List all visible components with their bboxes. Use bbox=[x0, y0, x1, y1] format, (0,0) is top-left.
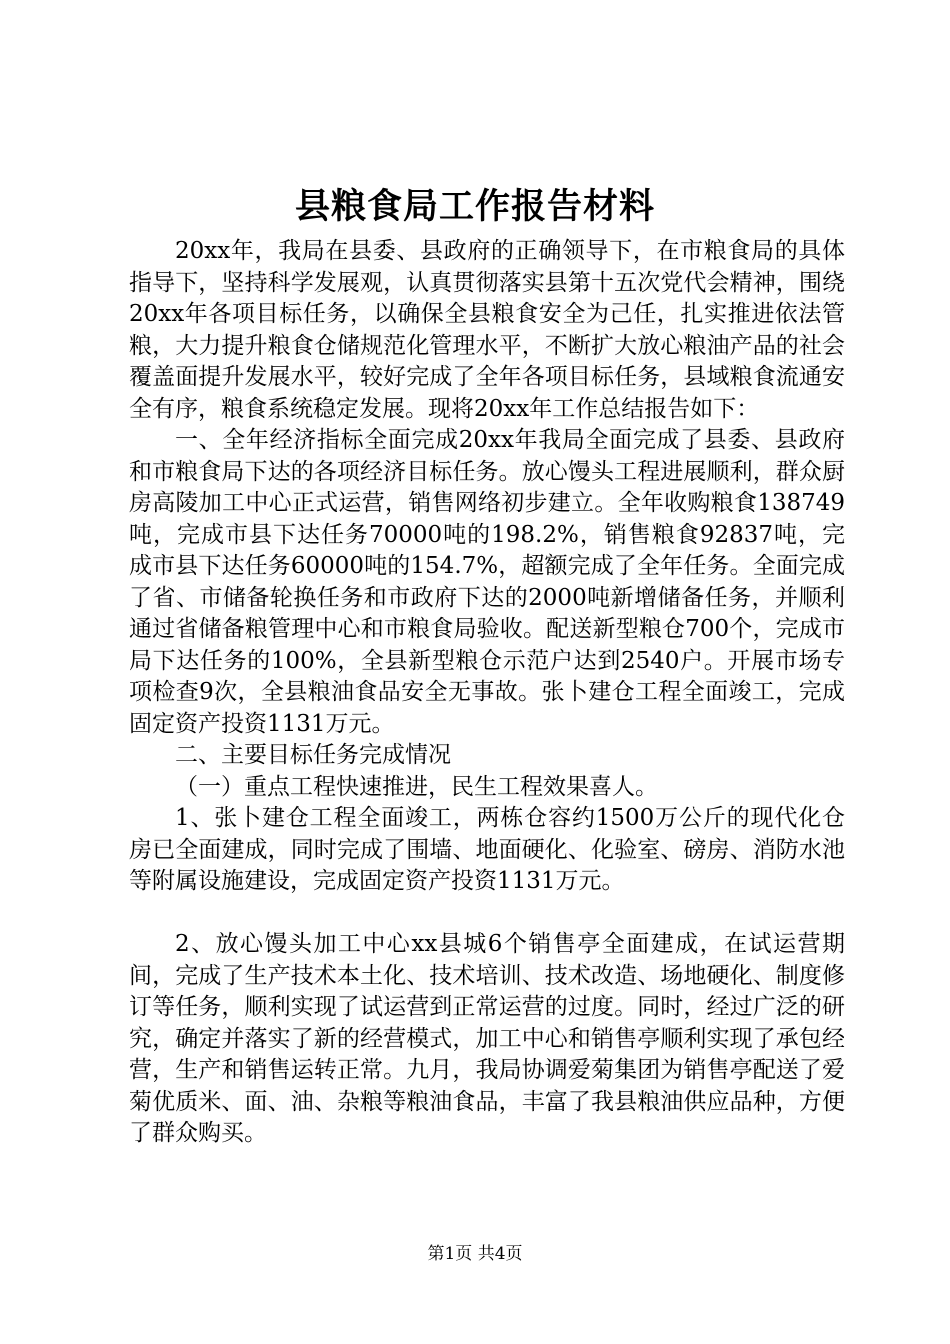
section-two-heading: 二、主要目标任务完成情况 bbox=[175, 742, 451, 768]
item-one-paragraph: 1、张卜建仓工程全面竣工，两栋仓容约1500万公斤的现代化仓房已全面建成，同时完成了围墙、地面硬化、化验室、磅房、消防水池等附属设施建设，完成固定资产投资1131万元。 bbox=[129, 805, 845, 894]
document-body bbox=[129, 236, 845, 1150]
page-footer: 第1页 共4页 bbox=[427, 1244, 523, 1264]
item-two-paragraph: 2、放心馒头加工中心xx县城6个销售亭全面建成，在试运营期间，完成了生产技术本土化、技术培训、技术改造、场地硬化、制度修订等任务，顺利实现了试运营到正常运营的过度。同时，经过广泛的研究，确定并落实了新的经营模式，加工中心和销售亭顺利实现了承包经营，生产和销售运转正常。九月，我局协调爱菊集团为销售亭配送了爱菊优质米、面、油、杂粮等粮油食品，丰富了我县粮油供应品种，方便了群众购买。 bbox=[129, 931, 845, 1146]
document-title: 县粮食局工作报告材料 bbox=[294, 186, 655, 227]
subsection-one-heading: （一）重点工程快速推进，民生工程效果喜人。 bbox=[175, 773, 658, 800]
section-one-paragraph: 一、全年经济指标全面完成20xx年我局全面完成了县委、县政府和市粮食局下达的各项经济目标任务。放心馒头工程进展顺利，群众厨房高陵加工中心正式运营，销售网络初步建立。全年收购粮食138749吨，完成市县下达任务70000吨的198.2%，销售粮食92837吨，完成市县下达任务60000吨的154.7%，超额完成了全年任务。全面完成了省、市储备轮换任务和市政府下达的2000吨新增储备任务，并顺利通过省储备粮管理中心和市粮食局验收。配送新型粮仓700个，完成市局下达任务的100%，全县新型粮仓示范户达到2540户。开展市场专项检查9次，全县粮油食品安全无事故。张卜建仓工程全面竣工，完成固定资产投资1131万元。 bbox=[129, 427, 845, 737]
intro-paragraph: 20xx年，我局在县委、县政府的正确领导下，在市粮食局的具体指导下，坚持科学发展观，认真贯彻落实县第十五次党代会精神，围绕20xx年各项目标任务，以确保全县粮食安全为己任，扎实推进依法管粮，大力提升粮食仓储规范化管理水平，不断扩大放心粮油产品的社会覆盖面提升发展水平，较好完成了全年各项目标任务，县域粮食流通安全有序，粮食系统稳定发展。现将20xx年工作总结报告如下： bbox=[129, 238, 845, 422]
